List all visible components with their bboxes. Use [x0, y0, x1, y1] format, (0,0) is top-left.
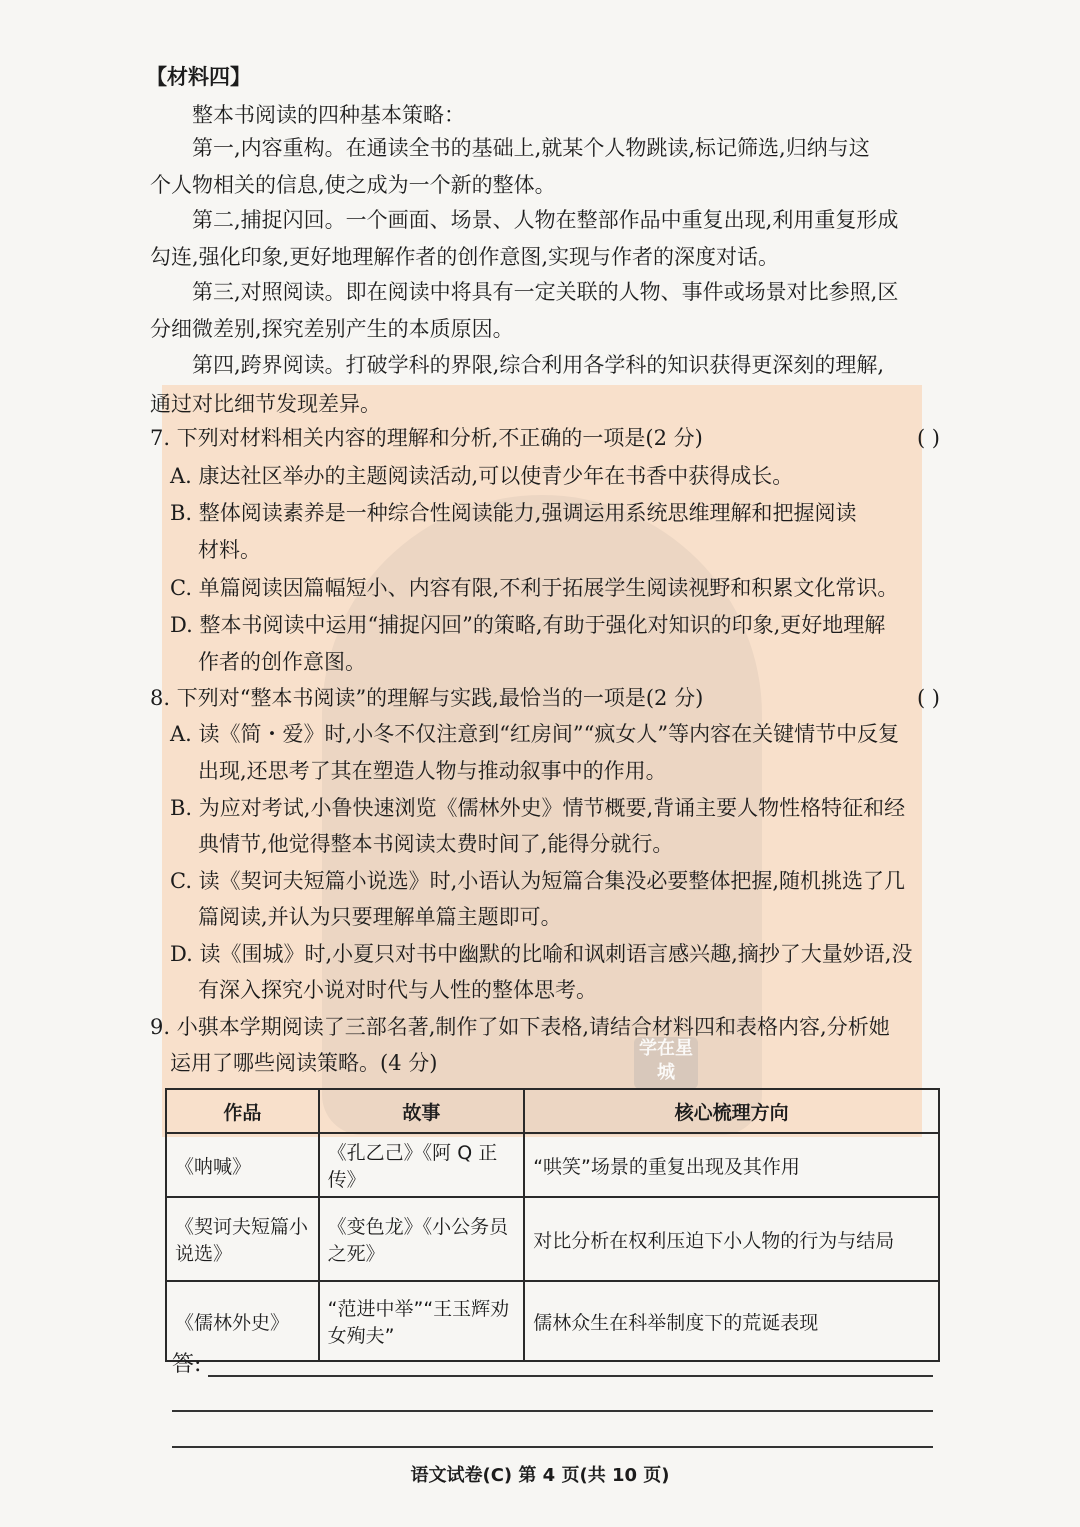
strategy-2-line1: 第二,捕捉闪回。一个画面、场景、人物在整部作品中重复出现,利用重复形成	[192, 208, 899, 232]
strategy-1-line1: 第一,内容重构。在通读全书的基础上,就某个人物跳读,标记筛选,归纳与这	[192, 136, 870, 160]
q9-stem-line2: 运用了哪些阅读策略。(4 分)	[170, 1051, 438, 1075]
table-header-row	[166, 1089, 939, 1133]
q8-stem	[150, 683, 940, 713]
page-footer: 语文试卷(C) 第 4 页(共 10 页)	[410, 1465, 670, 1486]
answer-line-2[interactable]	[172, 1410, 933, 1412]
q7-stem-text: 7. 下列对材料相关内容的理解和分析,不正确的一项是(2 分)	[150, 426, 703, 450]
table-cell: 《儒林外史》	[166, 1281, 319, 1361]
table-cell: 《契诃夫短篇小说选》	[166, 1197, 319, 1281]
strategy-3-line1: 第三,对照阅读。即在阅读中将具有一定关联的人物、事件或场景对比参照,区	[192, 280, 899, 304]
q8-answer-bracket[interactable]: ( )	[916, 686, 940, 710]
strategy-3-line2: 分细微差别,探究差别产生的本质原因。	[150, 317, 514, 341]
q8-stem-text: 8. 下列对“整本书阅读”的理解与实践,最恰当的一项是(2 分)	[150, 686, 704, 710]
q7-option-c: C. 单篇阅读因篇幅短小、内容有限,不利于拓展学生阅读视野和积累文化常识。	[170, 576, 899, 600]
q8-option-b-cont: 典情节,他觉得整本书阅读太费时间了,能得分就行。	[198, 832, 674, 856]
q8-option-d: D. 读《围城》时,小夏只对书中幽默的比喻和讽刺语言感兴趣,摘抄了大量妙语,没	[170, 942, 913, 966]
strategy-1-line2: 个人物相关的信息,使之成为一个新的整体。	[150, 173, 556, 197]
q8-option-c: C. 读《契诃夫短篇小说选》时,小语认为短篇合集没必要整体把握,随机挑选了几	[170, 869, 906, 893]
q8-option-d-cont: 有深入探究小说对时代与人性的整体思考。	[198, 978, 597, 1002]
q9-stem-line1: 9. 小骐本学期阅读了三部名著,制作了如下表格,请结合材料四和表格内容,分析她	[150, 1015, 890, 1039]
table-row	[166, 1197, 939, 1281]
table-cell: 对比分析在权利压迫下小人物的行为与结局	[524, 1197, 939, 1281]
strategy-2-line2: 勾连,强化印象,更好地理解作者的创作意图,实现与作者的深度对话。	[150, 245, 780, 269]
table-row	[166, 1281, 939, 1361]
answer-line-3[interactable]	[172, 1446, 933, 1448]
strategy-4-line1: 第四,跨界阅读。打破学科的界限,综合利用各学科的知识获得更深刻的理解,	[192, 353, 885, 377]
table-header-cell: 作品	[166, 1089, 319, 1133]
table-cell: 《变色龙》《小公务员之死》	[319, 1197, 525, 1281]
section-title: 【材料四】	[146, 64, 251, 89]
q8-option-c-cont: 篇阅读,并认为只要理解单篇主题即可。	[198, 905, 562, 929]
q7-option-b: B. 整体阅读素养是一种综合性阅读能力,强调运用系统思维理解和把握阅读	[170, 501, 857, 525]
answer-label: 答:	[172, 1352, 202, 1377]
reading-table	[165, 1088, 940, 1362]
answer-line-1[interactable]	[208, 1375, 933, 1377]
table-cell: 儒林众生在科举制度下的荒诞表现	[524, 1281, 939, 1361]
q7-option-a: A. 康达社区举办的主题阅读活动,可以使青少年在书香中获得成长。	[170, 464, 794, 488]
q7-option-b-cont: 材料。	[198, 538, 261, 562]
table-header-cell: 核心梳理方向	[524, 1089, 939, 1133]
q7-answer-bracket[interactable]: ( )	[916, 426, 940, 450]
q8-option-a: A. 读《简・爱》时,小冬不仅注意到“红房间”“疯女人”等内容在关键情节中反复	[170, 722, 900, 746]
table-cell: 《孔乙己》《阿 Q 正传》	[319, 1133, 525, 1197]
table-cell: 《呐喊》	[166, 1133, 319, 1197]
q7-option-d: D. 整本书阅读中运用“捕捉闪回”的策略,有助于强化对知识的印象,更好地理解	[170, 613, 886, 637]
watermark-logo: 学在星城	[634, 1037, 698, 1089]
q7-option-d-cont: 作者的创作意图。	[198, 650, 366, 674]
q7-stem	[150, 423, 940, 453]
q8-option-b: B. 为应对考试,小鲁快速浏览《儒林外史》情节概要,背诵主要人物性格特征和经	[170, 796, 906, 820]
q8-option-a-cont: 出现,还思考了其在塑造人物与推动叙事中的作用。	[198, 759, 667, 783]
intro-text: 整本书阅读的四种基本策略：	[192, 103, 465, 127]
table-row	[166, 1133, 939, 1197]
table-cell: “哄笑”场景的重复出现及其作用	[524, 1133, 939, 1197]
strategy-4-line2: 通过对比细节发现差异。	[150, 392, 381, 416]
table-header-cell: 故事	[319, 1089, 525, 1133]
table-cell: “范进中举”“王玉辉劝女殉夫”	[319, 1281, 525, 1361]
